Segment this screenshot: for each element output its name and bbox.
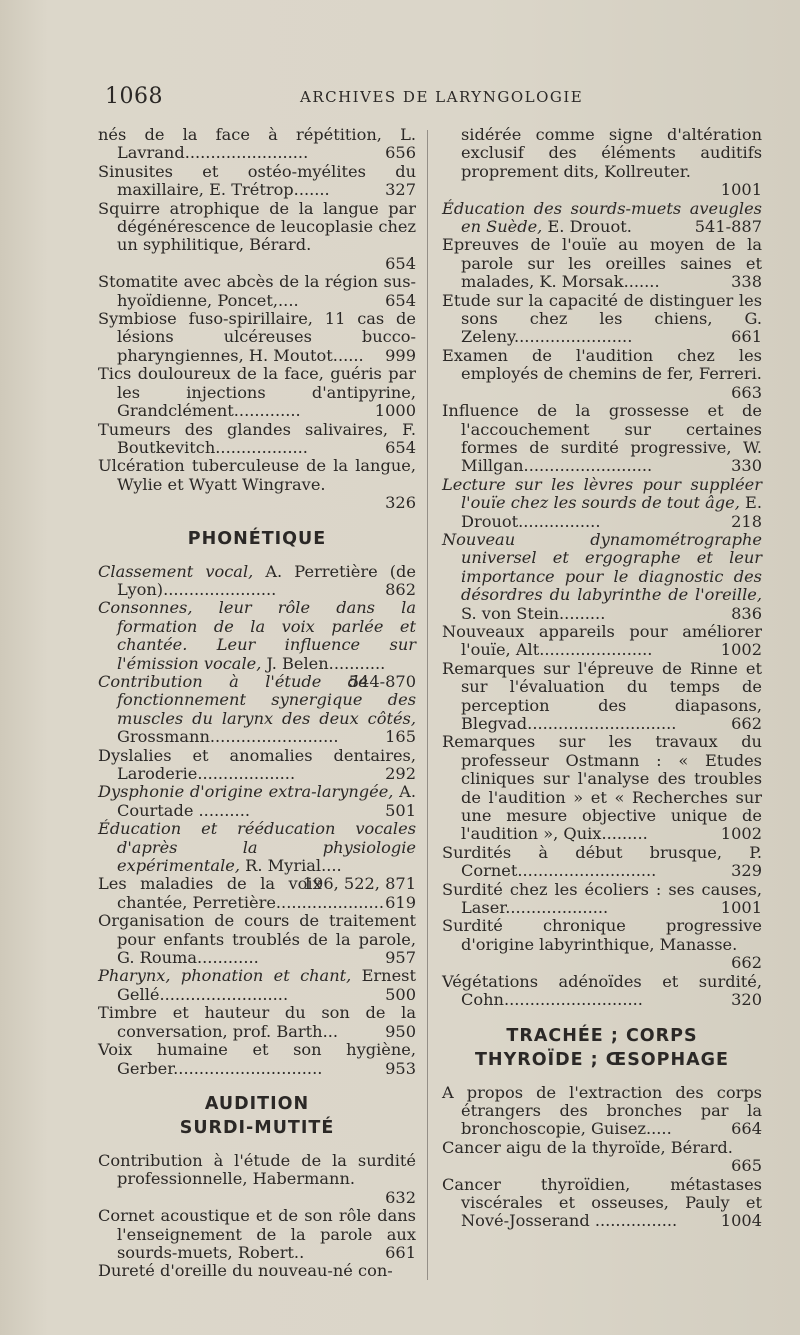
index-entry: Végétations adénoïdes et surdité, Cohn........................... 320 <box>442 971 762 1010</box>
index-entry: Cancer aigu de la thyroïde, Bérard. 665 <box>442 1137 762 1176</box>
index-entry: nés de la face à répétition, L. Lavrand........................ 656 <box>98 125 416 163</box>
section-heading-phonetique: PHONÉTIQUE <box>187 528 327 549</box>
index-entry: Cancer thyroïdien, métastases viscérales et osseuses, Pauly et Nové-Josserand ................ 1004 <box>442 1174 762 1231</box>
index-entry: Consonnes, leur rôle dans la formation de la voix parlée et chantée. Leur influence sur l'émission vocale, J. Belen........... 544-870 <box>98 598 416 691</box>
column-divider <box>427 130 428 1280</box>
index-entry: Sinusites et ostéo-myélites du maxillaire, E. Trétrop....... 327 <box>98 161 416 200</box>
index-entry: Etude sur la capacité de distinguer les sons chez les chiens, G. Zeleny....................... 661 <box>442 290 762 347</box>
index-entry: Voix humaine et son hygiène, Gerber............................. 953 <box>98 1040 416 1078</box>
section-heading-audition: AUDITION SURDI-MUTITÉ <box>179 1093 335 1138</box>
index-entry: Influence de la grossesse et de l'accouchement sur certaines formes de surdité progressive, W. Millgan......................... 330 <box>442 401 762 476</box>
index-entry: Surdité chronique progressive d'origine labyrinthique, Manasse. 662 <box>442 916 762 973</box>
index-entry: Pharynx, phonation et chant, Ernest Gellé......................... 500 <box>98 966 416 1004</box>
index-entry: Squirre atrophique de la langue par dégénérescence de leucoplasie chez un syphilitique, Bérard. 654 <box>98 198 416 273</box>
index-entry: Éducation et rééducation vocales d'après la physiologie expérimentale, R. Myrial.... 196, 522, 871 <box>98 819 416 894</box>
index-entry: Tumeurs des glandes salivaires, F. Boutkevitch.................. 654 <box>98 419 416 457</box>
index-entry: A propos de l'extraction des corps étrangers des bronches par la bronchoscopie, Guisez..... 664 <box>442 1082 762 1139</box>
index-entry: Les maladies de la voix chantée, Perretière..................... 619 <box>98 874 416 912</box>
index-entry: Éducation des sourds-muets aveugles en Suède, E. Drouot. 541-887 <box>442 198 762 237</box>
index-entry: Surdité chez les écoliers : ses causes, Laser.................... 1001 <box>442 879 762 918</box>
index-entry: Contribution à l'étude de fonctionnement synergique des muscles du larynx des deux côtés, Grossmann......................... 165 <box>98 671 416 747</box>
index-entry: Timbre et hauteur du son de la conversation, prof. Barth... 950 <box>98 1003 416 1041</box>
index-entry: Cornet acoustique et de son rôle dans l'enseignement de la parole aux sourds-muets, Robert.. 661 <box>98 1206 416 1262</box>
index-entry: Lecture sur les lèvres pour suppléer l'ouïe chez les sourds de tout âge, E. Drouot................ 218 <box>442 474 763 531</box>
left-column <box>98 126 416 1281</box>
index-entry: Dureté d'oreille du nouveau-né con- <box>98 1261 393 1281</box>
index-entry: Classement vocal, A. Perretière (de Lyon)...................... 862 <box>98 561 416 599</box>
index-entry: Surdités à début brusque, P. Cornet........................... 329 <box>442 842 762 881</box>
index-entry: Stomatite avec abcès de la région sus-hyoïdienne, Poncet,.... 654 <box>98 272 416 310</box>
index-entry-continued: sidérée comme signe d'altération exclusif des éléments auditifs proprement dits, Kollreuter. 1001 <box>461 125 762 200</box>
index-entry: Ulcération tuberculeuse de la langue, Wylie et Wyatt Wingrave. 326 <box>98 456 416 513</box>
index-entry: Contribution à l'étude de la surdité professionnelle, Habermann. 632 <box>98 1150 416 1207</box>
index-entry: Tics douloureux de la face, guéris par les injections d'antipyrine, Grandclément............. 1000 <box>98 364 416 421</box>
index-entry: Dyslalies et anomalies dentaires, Laroderie................... 292 <box>98 745 416 783</box>
section-heading-trachee: TRACHÉE ; CORPS THYROÏDE ; ŒSOPHAGE <box>474 1025 730 1070</box>
running-head: ARCHIVES DE LARYNGOLOGIE <box>300 88 584 106</box>
index-entry: Dysphonie d'origine extra-laryngée, A. Courtade .......... 501 <box>98 782 416 820</box>
right-column <box>442 126 762 1231</box>
index-entry: Organisation de cours de traitement pour enfants troublés de la parole, G. Rouma............ 957 <box>98 911 416 968</box>
index-entry: Remarques sur l'épreuve de Rinne et sur l'évaluation du temps de perception des diapasons, Blegvad............................. 662 <box>442 658 762 733</box>
index-entry: Nouveaux appareils pour améliorer l'ouïe, Alt...................... 1002 <box>442 621 762 660</box>
index-entry: Nouveau dynamométrographe universel et ergographe et leur importance pour le diagnostic des désordres du labyrinthe de l'oreille, S. von Stein......... 836 <box>442 529 762 623</box>
index-entry: Epreuves de l'ouïe au moyen de la parole sur les oreilles saines et malades, K. Morsak....... 338 <box>442 235 762 292</box>
index-entry: Remarques sur les travaux du professeur Ostmann : « Etudes cliniques sur l'analyse des troubles de l'audition » et « Recherches sur une mesure objective unique de l'audition », Quix......... 1002 <box>442 732 762 844</box>
index-entry: Symbiose fuso-spirillaire, 11 cas de lésions ulcéreuses bucco-pharyngiennes, H. Moutot...... 999 <box>98 309 416 365</box>
page-number: 1068 <box>105 84 163 109</box>
index-entry: Examen de l'audition chez les employés de chemins de fer, Ferreri. 663 <box>442 345 762 402</box>
